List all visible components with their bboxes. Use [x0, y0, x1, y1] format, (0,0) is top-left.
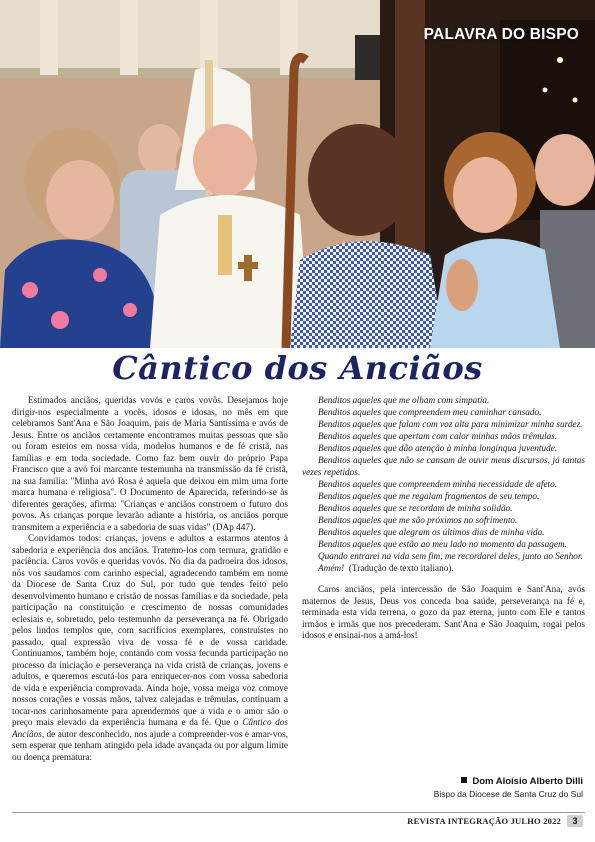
left-column	[12, 396, 288, 764]
signature-role: Bispo da Diocese de Santa Cruz do Sul	[433, 789, 583, 799]
translation-note: (Tradução de texto italiano).	[348, 563, 454, 574]
signature	[434, 776, 583, 799]
poem-line: Benditos aqueles que dão atenção à minha longínqua juventude.	[318, 444, 558, 454]
paragraph-invitation-end: , de autor desconhecido, nos ajude a compreender-vos e amar-vos, sem esperar que tenham atingido pela idade avançada ou por algum limite ou doença prematura:	[12, 729, 288, 763]
poem-line: Benditos aqueles que apertam com calor minhas mãos trêmulas.	[318, 432, 558, 442]
closing-paragraph: Caros anciãos, pela intercessão de São Joaquim e Sant'Ana, avós maternos de Jesus, Deus vos conceda boa saúde, perseverança na fé e, terminada esta vida terrena, o gozo da paz eterna, junto com Ele e tantos irmãos e irmãs que nos precederam. Sant'Ana e São Joaquim, rogai pelos idosos e ensinai-nos a amá-los!	[302, 585, 585, 641]
signature-name-line	[434, 776, 583, 787]
poem-line: Quando entrarei na vida sem fim, me recordarei deles, junto ao Senhor.	[318, 551, 583, 562]
paragraph-invitation	[12, 534, 288, 764]
closing-block	[302, 585, 585, 643]
paragraph-invitation-text: Convidamos todos: crianças, jovens e adultos a estarmos atentos à sabedoria e experiência dos anciãos. Tratemo-los com ternura, gratidão e paciência. Caros vovôs e queridas vovós. No dia da padroeira dos idosos, nós vos saudamos com carinho especial, agradecendo também em nome da Diocese de Santa Cruz do Sul, por tudo que tendes feito pelo desenvolvimento humano e cristão de nossas famílias e da sociedade, pela participação na constituição e crescimento de nossas comunidades eclesiais e, sobretudo, pelo testemunho da perseverança na fé. Obrigado pelos lindos templos que, com sacrifícios exemplares, construístes no passado, qual expressão viva de vossa fé e de vossa caridade. Continuamos, também hoje, contando com vossa fecunda participação no processo da iniciação e perseverança na vida cristã de crianças, jovens e adultos, e queremos escutá-los para enriquecer-nos com vossa sabedoria de vida e experiência comprovada. Ainda hoje, vossa meiga voz comove nossos corações e vossas mãos, talvez calejadas e trêmulas, continuam a tocar-nos carinhosamente para aprendermos que a vida e o amor são o preço mais elevado da experiência humana e da fé. Que o	[12, 534, 288, 728]
footer-divider	[12, 812, 585, 813]
section-label: PALAVRA DO BISPO	[423, 26, 579, 43]
paragraph-intro: Estimados anciãos, queridas vovós e caros vovôs. Desejamos hoje dirigir-nos especialmente a vocês, idosos e idosas, no mês em que celebramos Sant'Ana e São Joaquim, pais de Maria Santíssima e avós de Jesus. Entre os anciãos certamente encontramos muitas pessoas que são ou foram esteios em nossa vida, modelos humanos e de fé cristã, nas famílias e em toda sociedade. Como faz bem ouvir do próprio Papa Francisco que a avó foi marcante testemunha na transmissão da fé cristã, na sua família: "Minha avó Rosa é aquela que deixou em mim uma forte marca humana e religiosa". O Documento de Aparecida, referindo-se às diferentes gerações, afirma: "Crianças e anciãos constroem o futuro dos povos. As crianças porque levarão adiante a história, os anciãos porque transmitem a experiência e a sabedoria de suas vidas" (DAp 447).	[12, 396, 288, 533]
poem-line: Benditos aqueles que me são próximos no sofrimento.	[318, 515, 518, 526]
poem-line: Benditos aqueles que compreendem meu caminhar cansado.	[318, 408, 542, 418]
inline-title-reference: Cântico dos Anciãos	[12, 718, 289, 740]
photo-illustration	[0, 0, 595, 348]
poem-line: Benditos aqueles que estão ao meu lado no momento da passagem.	[318, 539, 567, 550]
signature-name: Dom Aloísio Alberto Dilli	[472, 776, 583, 787]
poem	[302, 396, 585, 575]
poem-amen-line	[302, 564, 585, 576]
cover-photo	[0, 0, 595, 348]
article-title: Cântico dos Anciãos	[112, 349, 483, 387]
poem-line: Benditos aqueles que alegram os últimos dias de minha vida.	[318, 527, 545, 538]
poem-amen: Amém!	[318, 563, 345, 574]
poem-line: Benditos aqueles que me regalam fragmentos de seu tempo.	[318, 491, 540, 502]
poem-line: Benditos aqueles que se recordam de minha solidão.	[318, 503, 513, 514]
page-number-badge: 3	[567, 815, 583, 827]
poem-line: Benditos aqueles que me olham com simpatia.	[318, 396, 490, 406]
poem-line: Benditos aqueles que não se cansam de ouvir meus discursos, já tantas vezes repetidos.	[302, 456, 585, 478]
square-bullet-icon	[461, 777, 467, 783]
right-column	[302, 396, 585, 643]
poem-line: Benditos aqueles que compreendem minha necessidade de afeto.	[318, 479, 558, 490]
footer-publication: REVISTA INTEGRAÇÃO JULHO 2022	[407, 816, 561, 826]
poem-line: Benditos aqueles que falam com voz alta para minimizar minha surdez.	[318, 420, 583, 430]
